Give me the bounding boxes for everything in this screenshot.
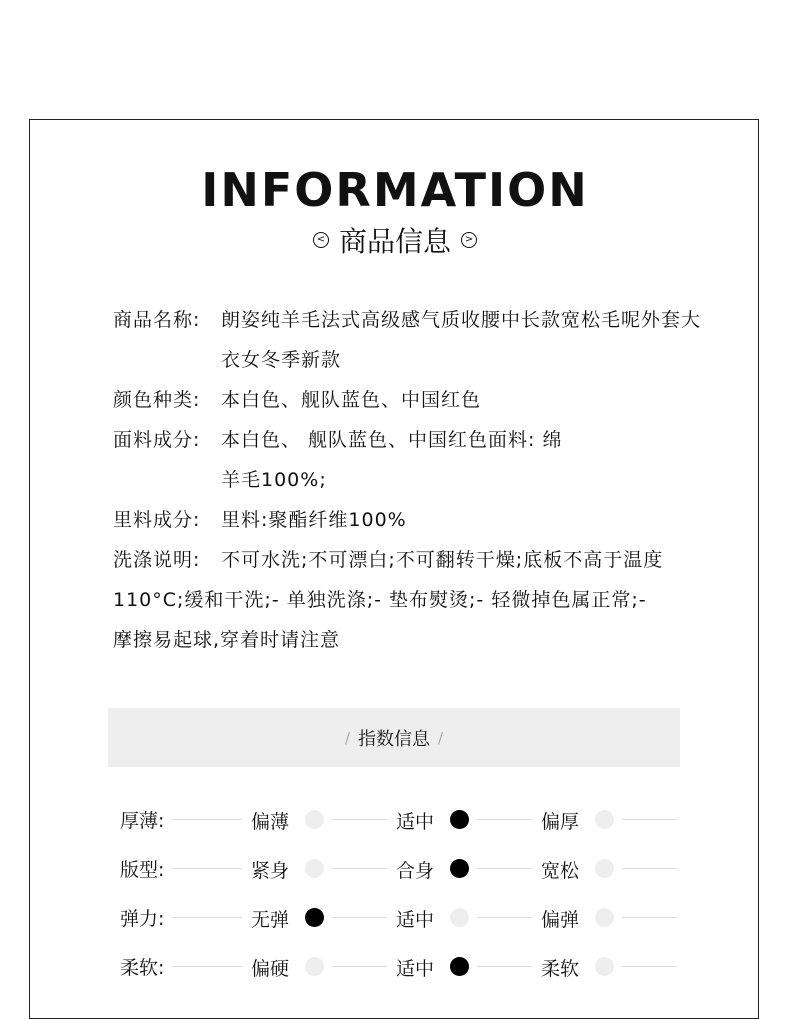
metric-line: [172, 868, 242, 869]
wash-value-line2: 110°C;缓和干洗;- 单独洗涤;- 垫布熨烫;- 轻微掉色属正常;-: [113, 589, 647, 611]
row-wash: [113, 540, 713, 580]
metric-line: [332, 966, 387, 967]
metric-option: 适中: [396, 958, 435, 980]
metric-line: [477, 819, 532, 820]
metric-line: [332, 917, 387, 918]
metric-line: [172, 819, 242, 820]
metric-line: [622, 819, 677, 820]
metric-line: [172, 917, 242, 918]
metric-row-fit: [120, 849, 680, 898]
metric-option: 偏厚: [541, 811, 580, 833]
color-value: 本白色、舰队蓝色、中国红色: [221, 389, 482, 411]
metric-label: 弹力:: [120, 908, 165, 930]
metric-option: 适中: [396, 909, 435, 931]
metric-dot: [595, 810, 614, 829]
left-arrow-icon: <: [313, 232, 329, 248]
metric-row-elasticity: [120, 898, 680, 947]
lining-label: 里料成分:: [113, 509, 201, 531]
wash-value-line3: 摩擦易起球,穿着时请注意: [113, 629, 341, 651]
metric-dot: [450, 957, 469, 976]
metric-line: [477, 966, 532, 967]
product-name-label: 商品名称:: [113, 309, 201, 331]
metric-label: 厚薄:: [120, 810, 165, 832]
metric-dot: [305, 957, 324, 976]
fabric-label: 面料成分:: [113, 429, 201, 451]
metric-line: [477, 868, 532, 869]
metric-option: 无弹: [251, 909, 290, 931]
metric-option: 偏薄: [251, 811, 290, 833]
metric-line: [172, 966, 242, 967]
metric-row-thickness: [120, 800, 680, 849]
metric-dot: [450, 908, 469, 927]
metric-dot: [595, 957, 614, 976]
row-product-name: [113, 300, 713, 380]
title-product-info: [0, 220, 790, 260]
slash-right: /: [438, 728, 444, 747]
wash-value-line1: 不可水洗;不可漂白;不可翻转干燥;底板不高于温度: [221, 549, 664, 571]
metric-line: [477, 917, 532, 918]
index-info-header: [108, 708, 680, 767]
row-color: [113, 380, 713, 420]
product-info-list: [113, 300, 713, 660]
metric-dot: [450, 810, 469, 829]
metric-line: [622, 917, 677, 918]
index-metrics: [120, 800, 680, 996]
metric-dot: [595, 859, 614, 878]
metric-dot: [305, 859, 324, 878]
index-info-title: 指数信息: [358, 728, 430, 750]
wash-label: 洗涤说明:: [113, 549, 201, 571]
title-cn-text: 商品信息: [338, 225, 451, 258]
metric-label: 版型:: [120, 859, 165, 881]
metric-label: 柔软:: [120, 957, 165, 979]
row-lining: [113, 500, 713, 540]
metric-option: 柔软: [541, 958, 580, 980]
metric-dot: [450, 859, 469, 878]
color-label: 颜色种类:: [113, 389, 201, 411]
metric-option: 紧身: [251, 860, 290, 882]
metric-row-softness: [120, 947, 680, 996]
metric-option: 偏弹: [541, 909, 580, 931]
row-fabric: [113, 420, 713, 500]
metric-dot: [595, 908, 614, 927]
product-name-value: 朗姿纯羊毛法式高级感气质收腰中长款宽松毛呢外套大衣女冬季新款: [221, 309, 702, 371]
metric-option: 宽松: [541, 860, 580, 882]
lining-value: 里料:聚酯纤维100%: [221, 509, 407, 531]
slash-left: /: [344, 728, 350, 747]
title-information: INFORMATION: [201, 163, 589, 217]
metric-line: [622, 868, 677, 869]
metric-dot: [305, 810, 324, 829]
metric-line: [622, 966, 677, 967]
metric-dot: [305, 908, 324, 927]
right-arrow-icon: >: [461, 232, 477, 248]
metric-option: 合身: [396, 860, 435, 882]
metric-option: 偏硬: [251, 958, 290, 980]
metric-line: [332, 868, 387, 869]
metric-option: 适中: [396, 811, 435, 833]
metric-line: [332, 819, 387, 820]
fabric-value: 本白色、 舰队蓝色、中国红色面料: 绵羊毛100%;: [221, 429, 563, 491]
